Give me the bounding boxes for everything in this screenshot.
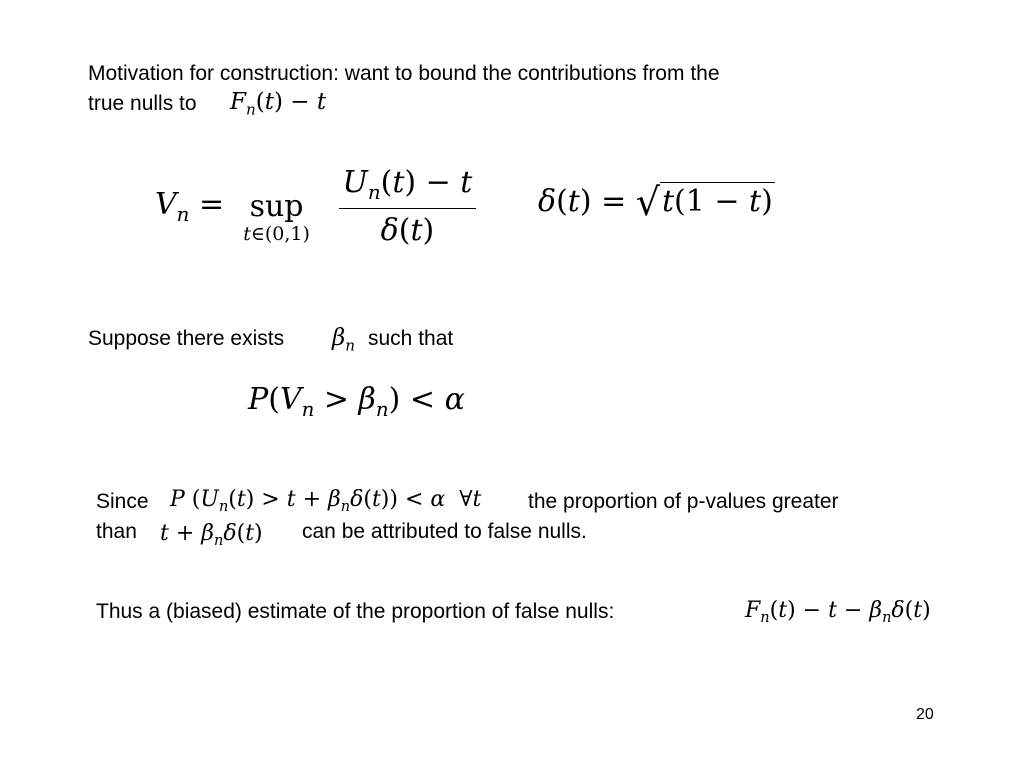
fn-t-minus-t-formula: $F_n(t) - t$ xyxy=(230,89,327,119)
delta-definition-equation: δ(t) = √t(1 − t) xyxy=(538,180,773,224)
intro-line-1: Motivation for construction: want to bound the contributions from the xyxy=(88,62,720,85)
intro-line-2: true nulls to xyxy=(88,92,197,115)
estimate-formula: $F_n(t) - t - \beta_n\delta(t)$ xyxy=(745,598,931,627)
since-text-a: Since xyxy=(96,490,149,513)
threshold-formula: $t + \beta_n\delta(t)$ xyxy=(160,521,263,550)
thus-text: Thus a (biased) estimate of the proportion of false nulls: xyxy=(96,600,615,623)
since-text-c: than xyxy=(96,520,137,543)
since-text-b: the proportion of p-values greater xyxy=(528,490,839,513)
beta-n-symbol: $\beta_n$ xyxy=(332,325,356,355)
since-text-d: can be attributed to false nulls. xyxy=(302,520,587,543)
suppose-text-b: such that xyxy=(368,327,454,350)
since-inequality: P $(U_n(t) > t + \beta_n\delta(t)) < \alpha$ ∀t xyxy=(170,487,482,516)
probability-inequality: $P(V_n > \beta_n) < \alpha$ xyxy=(248,382,465,421)
vn-definition-equation: $V_n$ = sup t∈(0,1) $\frac{U_n(t) - t}{\delta(t)}$ xyxy=(155,165,476,248)
page-number: 20 xyxy=(916,706,934,723)
suppose-text-a: Suppose there exists xyxy=(88,327,285,350)
